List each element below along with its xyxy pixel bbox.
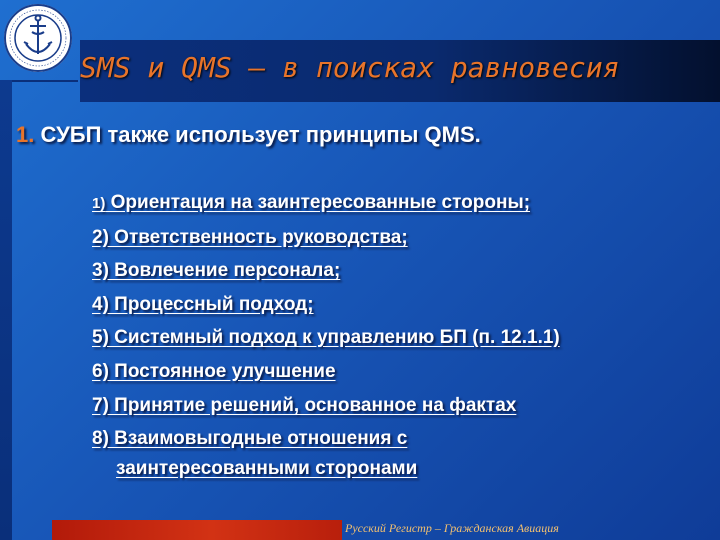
list-item-2: 2) Ответственность руководства; <box>92 226 408 248</box>
left-stripe <box>0 80 12 540</box>
principles-list <box>92 186 560 482</box>
slide-title: SMS и QMS – в поисках равновесия <box>80 51 620 84</box>
list-item-1 <box>92 186 560 221</box>
list-item-4: 4) Процессный подход; <box>92 293 314 315</box>
russian-register-emblem-icon <box>2 2 74 74</box>
list-item-8-continuation: заинтересованными сторонами <box>116 457 418 479</box>
top-rule <box>12 80 78 82</box>
list-item-1-text: Ориентация на заинтересованные стороны; <box>105 192 531 213</box>
list-item-7: 7) Принятие решений, основанное на фактах <box>92 394 517 416</box>
footer-text: Русский Регистр – Гражданская Авиация <box>345 521 559 535</box>
bottom-accent-bar <box>52 520 342 540</box>
section-heading <box>16 122 481 148</box>
list-item-5: 5) Системный подход к управлению БП (п. 12.1.1) <box>92 327 560 349</box>
list-item-3: 3) Вовлечение персонала; <box>92 260 341 282</box>
list-item-8: 8) Взаимовыгодные отношения с <box>92 428 408 450</box>
list-item-1-number: 1) <box>92 195 106 212</box>
list-item-6: 6) Постоянное улучшение <box>92 360 336 382</box>
heading-number: 1. <box>16 122 35 147</box>
heading-text: СУБП также использует принципы QMS. <box>34 122 481 147</box>
